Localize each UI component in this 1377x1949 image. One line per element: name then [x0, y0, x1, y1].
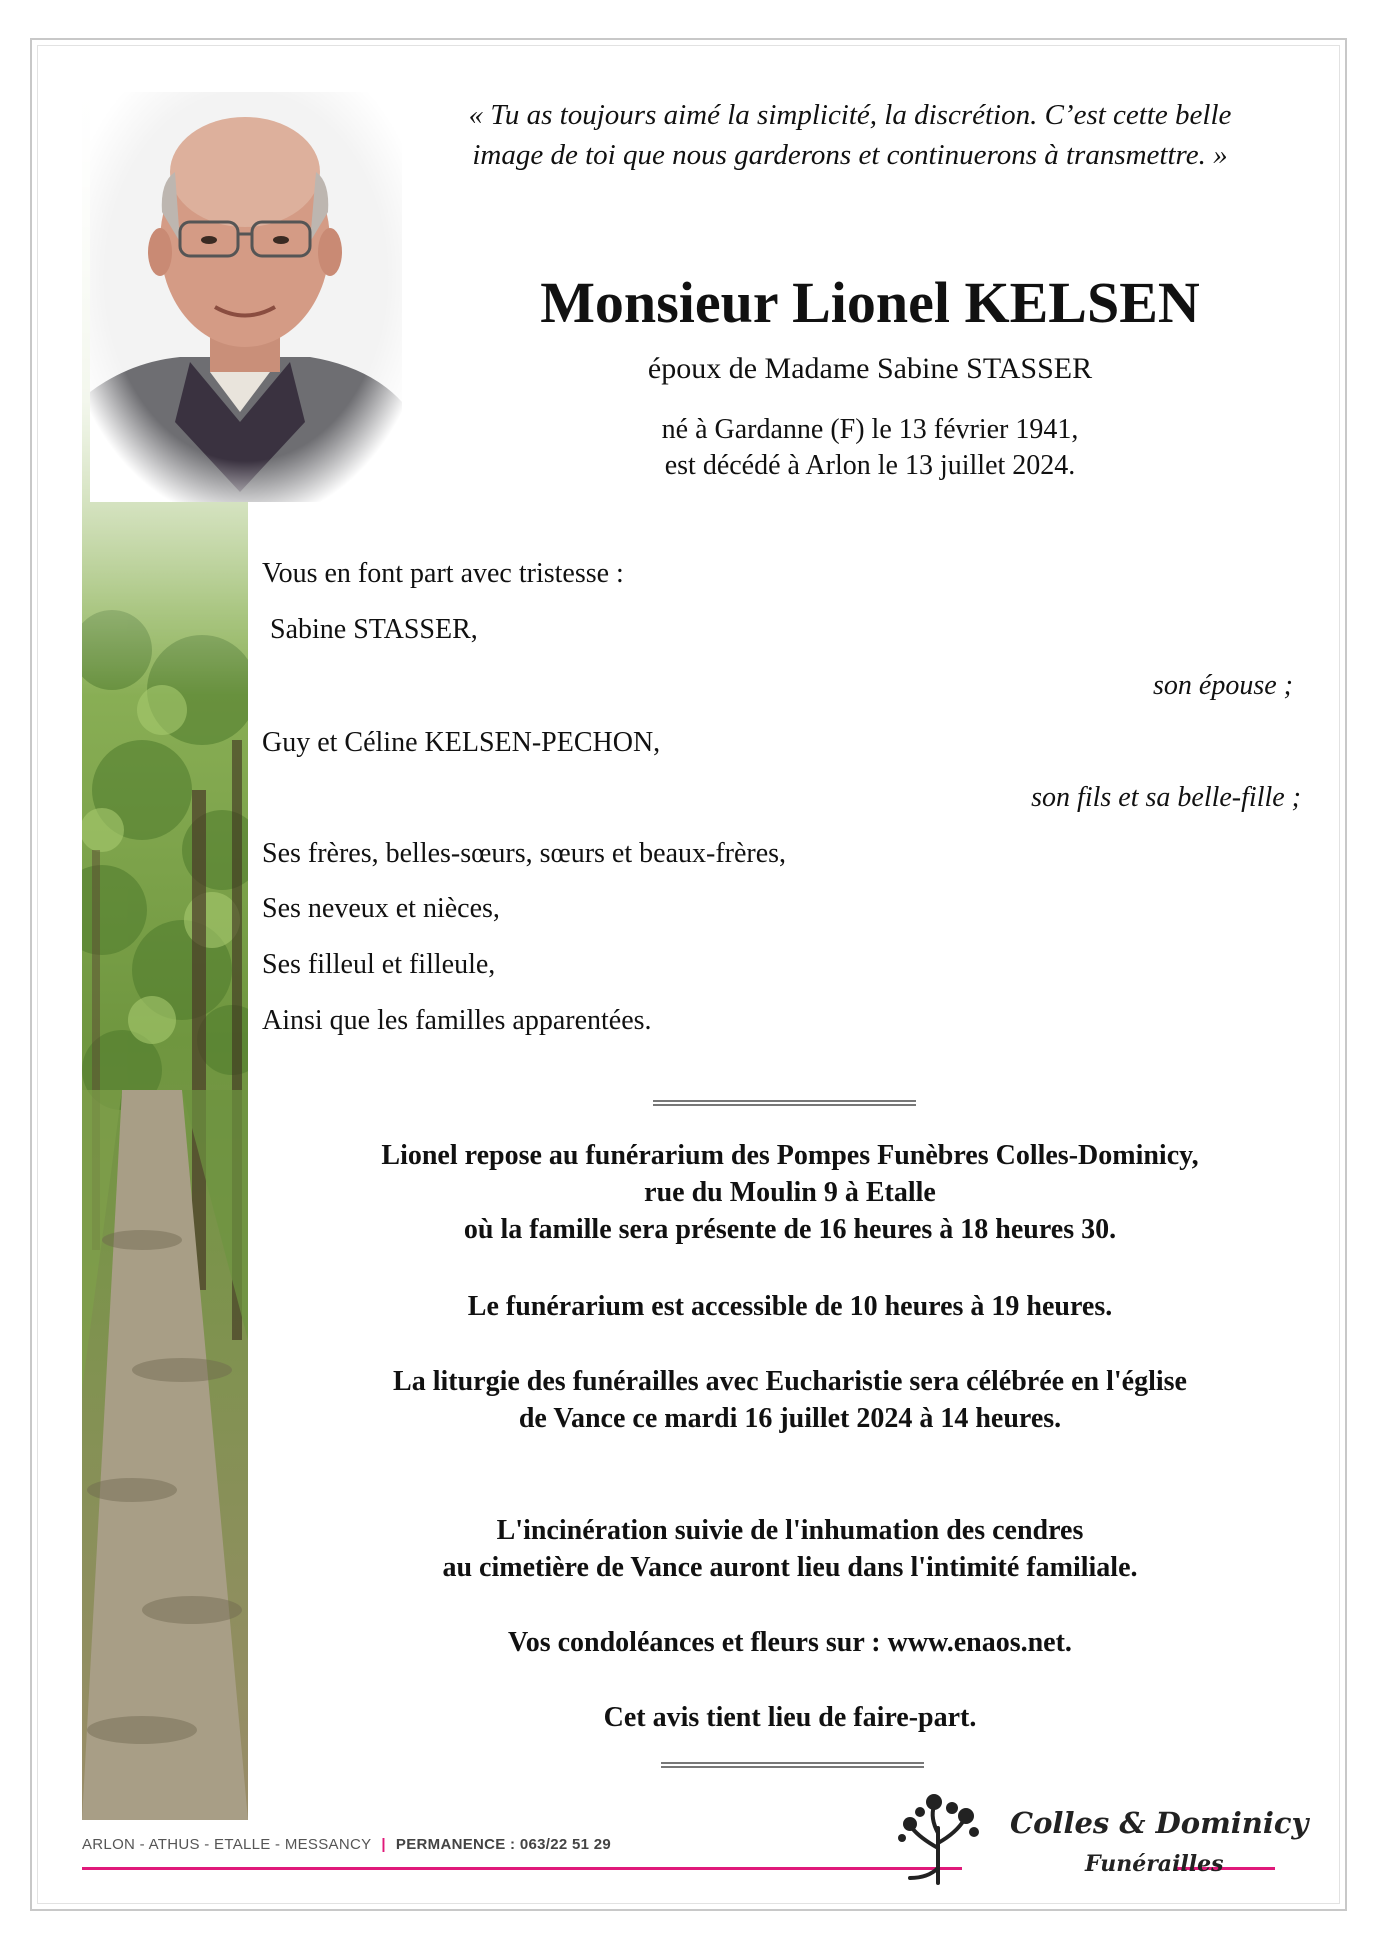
- separator-top: [653, 1100, 916, 1106]
- repose-line-2: rue du Moulin 9 à Etalle: [644, 1177, 936, 1208]
- spouse-line: époux de Madame Sabine STASSER: [647, 352, 1093, 385]
- notice-line: Cet avis tient lieu de faire-part.: [603, 1702, 977, 1733]
- liturgy-line-1: La liturgie des funérailles avec Eucharistie sera célébrée en l'église: [393, 1366, 1187, 1397]
- footer-divider: |: [381, 1836, 386, 1853]
- family-son-name: Guy et Céline KELSEN-PECHON,: [262, 727, 661, 758]
- quote-line-1: « Tu as toujours aimé la simplicité, la discrétion. C’est cette belle: [468, 99, 1232, 131]
- family-son-role: son fils et sa belle-fille ;: [1031, 782, 1301, 813]
- family-godchildren: Ses filleul et filleule,: [262, 949, 496, 980]
- burial-line-1: L'incinération suivie de l'inhumation des cendres: [496, 1515, 1084, 1546]
- family-intro: Vous en font part avec tristesse :: [262, 558, 624, 589]
- footer-contact: [82, 1836, 611, 1853]
- death-line: est décédé à Arlon le 13 juillet 2024.: [664, 450, 1076, 481]
- birth-line: né à Gardanne (F) le 13 février 1941,: [661, 414, 1079, 445]
- access-hours: Le funérarium est accessible de 10 heures à 19 heures.: [467, 1291, 1113, 1322]
- footer-locations: ARLON - ATHUS - ETALLE - MESSANCY: [82, 1836, 372, 1853]
- separator-bottom: [661, 1762, 924, 1768]
- liturgy-info: [260, 1363, 1320, 1437]
- liturgy-line-2: de Vance ce mardi 16 juillet 2024 à 14 heures.: [518, 1403, 1062, 1434]
- family-spouse-name: Sabine STASSER,: [270, 614, 478, 645]
- birth-death-dates: [420, 412, 1320, 484]
- quote-line-2: image de toi que nous garderons et continuerons à transmettre. »: [472, 139, 1228, 171]
- burial-line-2: au cimetière de Vance auront lieu dans l'intimité familiale.: [442, 1552, 1138, 1583]
- brand-name: Colles & Dominicy: [1010, 1806, 1309, 1840]
- deceased-name: Monsieur Lionel KELSEN: [540, 270, 1200, 335]
- footer-accent-line: [82, 1867, 962, 1870]
- repose-line-1: Lionel repose au funérarium des Pompes Funèbres Colles-Dominicy,: [381, 1140, 1199, 1171]
- footer-permanence: PERMANENCE : 063/22 51 29: [395, 1836, 611, 1853]
- deceased-portrait: [90, 92, 402, 502]
- condolences-link[interactable]: Vos condoléances et fleurs sur : www.enaos.net.: [508, 1627, 1072, 1658]
- family-spouse-role: son épouse ;: [1153, 670, 1293, 701]
- brand-subtitle: Funérailles: [1085, 1851, 1224, 1877]
- memorial-quote: [400, 95, 1300, 175]
- family-relatives: Ainsi que les familles apparentées.: [262, 1005, 652, 1036]
- repose-line-3: où la famille sera présente de 16 heures à 18 heures 30.: [463, 1214, 1117, 1245]
- family-siblings: Ses frères, belles-sœurs, sœurs et beaux-frères,: [262, 838, 787, 869]
- family-nephews: Ses neveux et nièces,: [262, 893, 500, 924]
- burial-info: [260, 1512, 1320, 1586]
- tree-logo-icon: [890, 1788, 990, 1888]
- repose-info: [260, 1137, 1320, 1248]
